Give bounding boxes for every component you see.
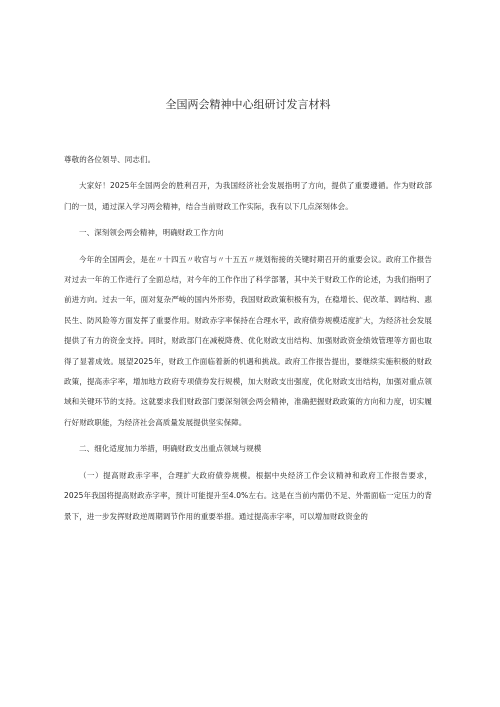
section-heading-1: 一、深刻领会两会精神，明确财政工作方向: [79, 228, 224, 238]
paragraph-section-1: 今年的全国两会，是在〃十四五〃收官与〃十五五〃规划衔接的关键时期召开的重要会议。政府工作报告对过去一年的工作进行了全面总结，对今年的工作作出了科学部署，其中关于财政工作的论述，为我们指明了前进方向。过去一年，面对复杂严峻的国内外形势，我国财政政策积极有为，在稳增长、促改革、调结构、惠民生、防风险等方面发挥了重要作用。财政赤字率保持在合理水平，政府债券规模适度扩大，为经济社会发展提供了有力的资金支持。同时，财政部门在减税降费、优化财政支出结构、加强财政资金绩效管理等方面也取得了显著成效。展望2025年，财政工作面临着新的机遇和挑战。政府工作报告提出，要继续实施积极的财政政策，提高赤字率，增加地方政府专项债券发行规模，加大财政支出强度，优化财政支出结构，加强对重点领域和关键环节的支持。这就要求我们财政部门要深刻领会两会精神，准确把握财政政策的方向和力度，切实履行好财政职能，为经济社会高质量发展提供坚实保障。: [64, 254, 432, 427]
paragraph-section-2: （一）提高财政赤字率，合理扩大政府债券规模。根据中央经济工作会议精神和政府工作报告要求，2025年我国将提高财政赤字率，预计可能提升至4.0%左右。这是在当前内需仍不足、外需面临一定压力的背景下，进一步发挥财政逆周期调节作用的重要举措。通过提高赤字率，可以增加财政资金的: [64, 470, 432, 521]
document-title: 全国两会精神中心组研讨发言材料: [165, 98, 331, 111]
section-heading-2: 二、细化适度加力举措，明确财政支出重点领域与规模: [79, 444, 262, 454]
paragraph-intro: 大家好！2025年全国两会的胜利召开，为我国经济社会发展指明了方向，提供了重要遵循。作为财政部门的一员，通过深入学习两会精神，结合当前财政工作实际，我有以下几点深刻体会。: [64, 181, 432, 211]
greeting: 尊敬的各位领导、同志们。: [64, 155, 156, 164]
